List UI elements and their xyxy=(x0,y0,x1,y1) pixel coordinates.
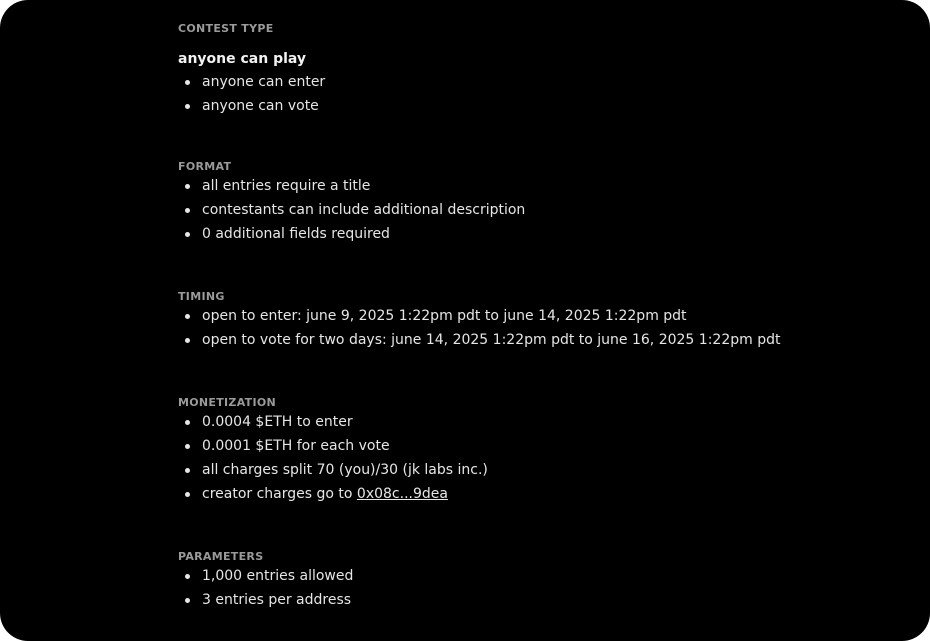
list-item-text: anyone can vote xyxy=(202,98,319,114)
bullet-icon xyxy=(185,468,190,473)
parameters-list xyxy=(178,564,353,612)
bullet-icon xyxy=(185,338,190,343)
timing-heading: TIMING xyxy=(178,290,225,303)
contest-type-subheading: anyone can play xyxy=(178,51,307,67)
list-item xyxy=(178,482,488,506)
list-item xyxy=(178,410,488,434)
list-item-text: all entries require a title xyxy=(202,178,371,194)
list-item-text: 0 additional fields required xyxy=(202,226,390,242)
format-section xyxy=(178,160,525,246)
list-item-text: all charges split 70 (you)/30 (jk labs inc.) xyxy=(202,462,488,478)
creator-charges-prefix: creator charges go to xyxy=(202,486,357,502)
parameters-heading: PARAMETERS xyxy=(178,550,264,563)
bullet-icon xyxy=(185,232,190,237)
format-list xyxy=(178,174,525,246)
list-item xyxy=(178,222,525,246)
list-item xyxy=(178,304,780,328)
list-item-text: open to vote for two days: june 14, 2025 1:22pm pdt to june 16, 2025 1:22pm pdt xyxy=(202,332,781,348)
bullet-icon xyxy=(185,574,190,579)
list-item-text: contestants can include additional description xyxy=(202,202,526,218)
bullet-icon xyxy=(185,444,190,449)
list-item-text: 0.0004 $ETH to enter xyxy=(202,414,353,430)
list-item xyxy=(178,70,325,94)
bullet-icon xyxy=(185,104,190,109)
list-item xyxy=(178,198,525,222)
list-item-text: anyone can enter xyxy=(202,74,326,90)
bullet-icon xyxy=(185,598,190,603)
bullet-icon xyxy=(185,184,190,189)
list-item xyxy=(178,174,525,198)
bullet-icon xyxy=(185,208,190,213)
bullet-icon xyxy=(185,80,190,85)
parameters-section xyxy=(178,550,353,612)
monetization-heading: MONETIZATION xyxy=(178,396,277,409)
monetization-list xyxy=(178,410,488,506)
list-item-text: 3 entries per address xyxy=(202,592,352,608)
contest-type-list xyxy=(178,70,325,118)
list-item xyxy=(178,94,325,118)
format-heading: FORMAT xyxy=(178,160,232,173)
list-item xyxy=(178,564,353,588)
bullet-icon xyxy=(185,492,190,497)
list-item xyxy=(178,458,488,482)
timing-list xyxy=(178,304,780,352)
list-item-text: 1,000 entries allowed xyxy=(202,568,354,584)
list-item-text: 0.0001 $ETH for each vote xyxy=(202,438,390,454)
contest-type-heading: CONTEST TYPE xyxy=(178,22,274,35)
bullet-icon xyxy=(185,314,190,319)
bullet-icon xyxy=(185,420,190,425)
list-item xyxy=(178,588,353,612)
list-item xyxy=(178,434,488,458)
creator-address-link[interactable]: 0x08c...9dea xyxy=(356,486,448,502)
list-item xyxy=(178,328,780,352)
timing-section xyxy=(178,290,780,352)
list-item-text: open to enter: june 9, 2025 1:22pm pdt to june 14, 2025 1:22pm pdt xyxy=(202,308,687,324)
monetization-section xyxy=(178,396,488,506)
contest-type-section xyxy=(178,22,325,118)
